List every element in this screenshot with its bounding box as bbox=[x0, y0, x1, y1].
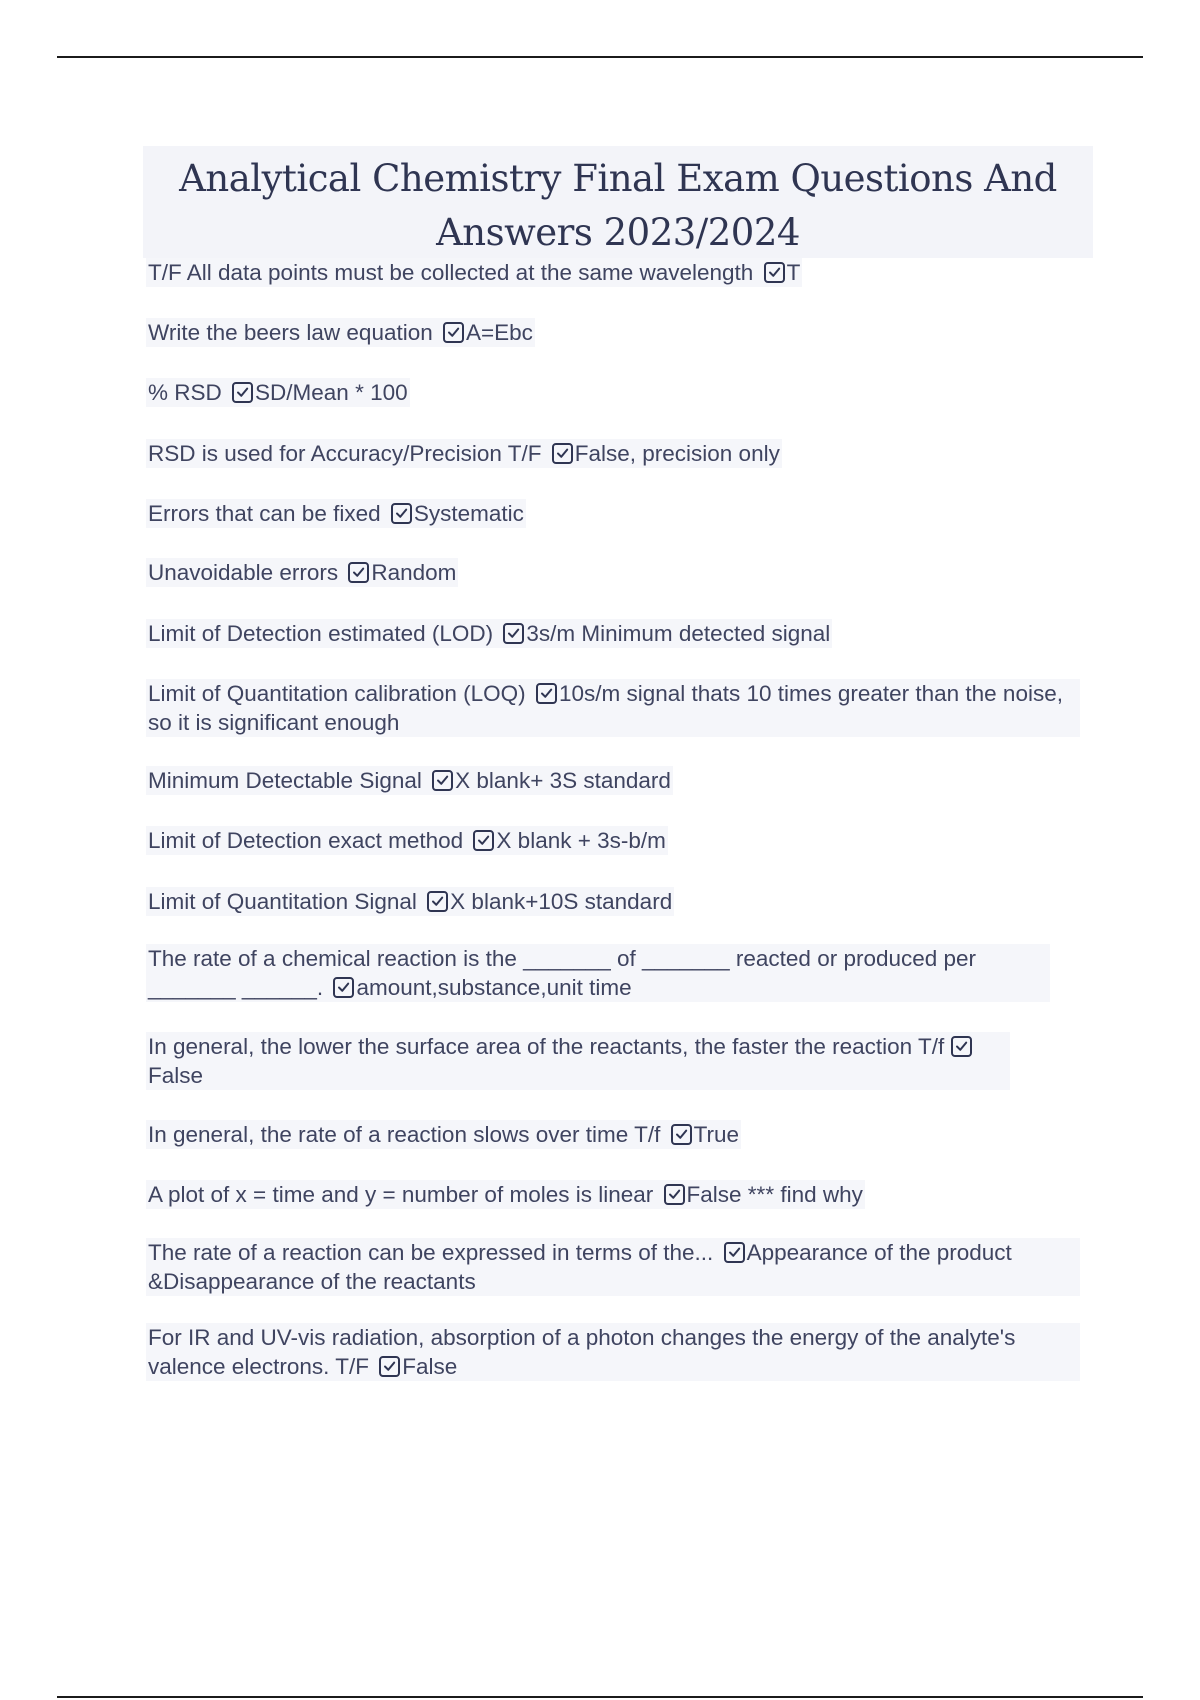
answer-text: True bbox=[693, 1122, 740, 1147]
answer-text: Appearance of the product &Disappearance of the reactants bbox=[148, 1240, 1012, 1294]
question-text: In general, the lower the surface area of the reactants, the faster the reaction T/f bbox=[148, 1034, 945, 1059]
question-text: % RSD bbox=[148, 380, 222, 405]
question-text: T/F All data points must be collected at the same wavelength bbox=[148, 260, 754, 285]
question-text: Limit of Quantitation Signal bbox=[148, 889, 417, 914]
checkbox-checked-icon bbox=[671, 1124, 692, 1145]
answer-text: False *** find why bbox=[686, 1182, 863, 1207]
checkbox-checked-icon bbox=[664, 1184, 685, 1205]
qa-item bbox=[146, 887, 674, 916]
answer-text: 10s/m signal thats 10 times greater than the noise, so it is significant enough bbox=[148, 681, 1063, 735]
qa-item bbox=[146, 1120, 741, 1149]
question-text: Unavoidable errors bbox=[148, 560, 339, 585]
checkbox-checked-icon bbox=[333, 977, 354, 998]
answer-text: X blank + 3s-b/m bbox=[496, 828, 666, 853]
qa-item bbox=[146, 318, 535, 347]
checkbox-checked-icon bbox=[432, 770, 453, 791]
footer-rule bbox=[57, 1696, 1143, 1698]
qa-item bbox=[146, 378, 410, 407]
qa-item bbox=[146, 766, 673, 795]
qa-item bbox=[146, 619, 832, 648]
checkbox-checked-icon bbox=[503, 623, 524, 644]
checkbox-checked-icon bbox=[473, 830, 494, 851]
question-text: The rate of a chemical reaction is the _______ of _______ reacted or produced per _______ ______. bbox=[148, 946, 977, 1000]
answer-text: SD/Mean * 100 bbox=[255, 380, 408, 405]
qa-item bbox=[146, 558, 458, 587]
question-text: Limit of Detection exact method bbox=[148, 828, 464, 853]
question-text: A plot of x = time and y = number of moles is linear bbox=[148, 1182, 654, 1207]
qa-item bbox=[146, 1238, 1080, 1296]
qa-item bbox=[146, 944, 1050, 1002]
qa-item bbox=[146, 1032, 1010, 1090]
answer-text: A=Ebc bbox=[466, 320, 533, 345]
question-text: Limit of Detection estimated (LOD) bbox=[148, 621, 494, 646]
checkbox-checked-icon bbox=[427, 891, 448, 912]
answer-text: False, precision only bbox=[574, 441, 780, 466]
checkbox-checked-icon bbox=[536, 683, 557, 704]
question-text: Errors that can be fixed bbox=[148, 501, 381, 526]
checkbox-checked-icon bbox=[951, 1036, 972, 1057]
question-text: RSD is used for Accuracy/Precision T/F bbox=[148, 441, 542, 466]
question-text: For IR and UV-vis radiation, absorption of a photon changes the energy of the analyte's valence electrons. T/F bbox=[148, 1325, 1016, 1379]
question-text: Minimum Detectable Signal bbox=[148, 768, 422, 793]
document-title: Analytical Chemistry Final Exam Questions And Answers 2023/2024 bbox=[179, 157, 1057, 254]
qa-item bbox=[146, 258, 802, 287]
answer-text: 3s/m Minimum detected signal bbox=[526, 621, 831, 646]
qa-item bbox=[146, 439, 782, 468]
qa-item bbox=[146, 826, 668, 855]
checkbox-checked-icon bbox=[764, 262, 785, 283]
question-text: Write the beers law equation bbox=[148, 320, 433, 345]
answer-text: Systematic bbox=[413, 501, 524, 526]
qa-item bbox=[146, 1180, 865, 1209]
qa-item bbox=[146, 679, 1080, 737]
checkbox-checked-icon bbox=[391, 503, 412, 524]
answer-text: Random bbox=[371, 560, 457, 585]
title-block bbox=[143, 146, 1093, 258]
qa-item bbox=[146, 499, 526, 528]
checkbox-checked-icon bbox=[552, 443, 573, 464]
question-text: Limit of Quantitation calibration (LOQ) bbox=[148, 681, 526, 706]
question-text: In general, the rate of a reaction slows over time T/f bbox=[148, 1122, 661, 1147]
header-rule bbox=[57, 56, 1143, 58]
answer-text: X blank+ 3S standard bbox=[455, 768, 671, 793]
checkbox-checked-icon bbox=[724, 1242, 745, 1263]
checkbox-checked-icon bbox=[232, 382, 253, 403]
answer-text: amount,substance,unit time bbox=[356, 975, 632, 1000]
answer-text: X blank+10S standard bbox=[450, 889, 673, 914]
question-text: The rate of a reaction can be expressed in terms of the... bbox=[148, 1240, 714, 1265]
checkbox-checked-icon bbox=[348, 562, 369, 583]
checkbox-checked-icon bbox=[443, 322, 464, 343]
answer-text: T bbox=[786, 260, 801, 285]
qa-item bbox=[146, 1323, 1080, 1381]
checkbox-checked-icon bbox=[379, 1356, 400, 1377]
answer-text: False bbox=[148, 1063, 204, 1088]
answer-text: False bbox=[402, 1354, 458, 1379]
